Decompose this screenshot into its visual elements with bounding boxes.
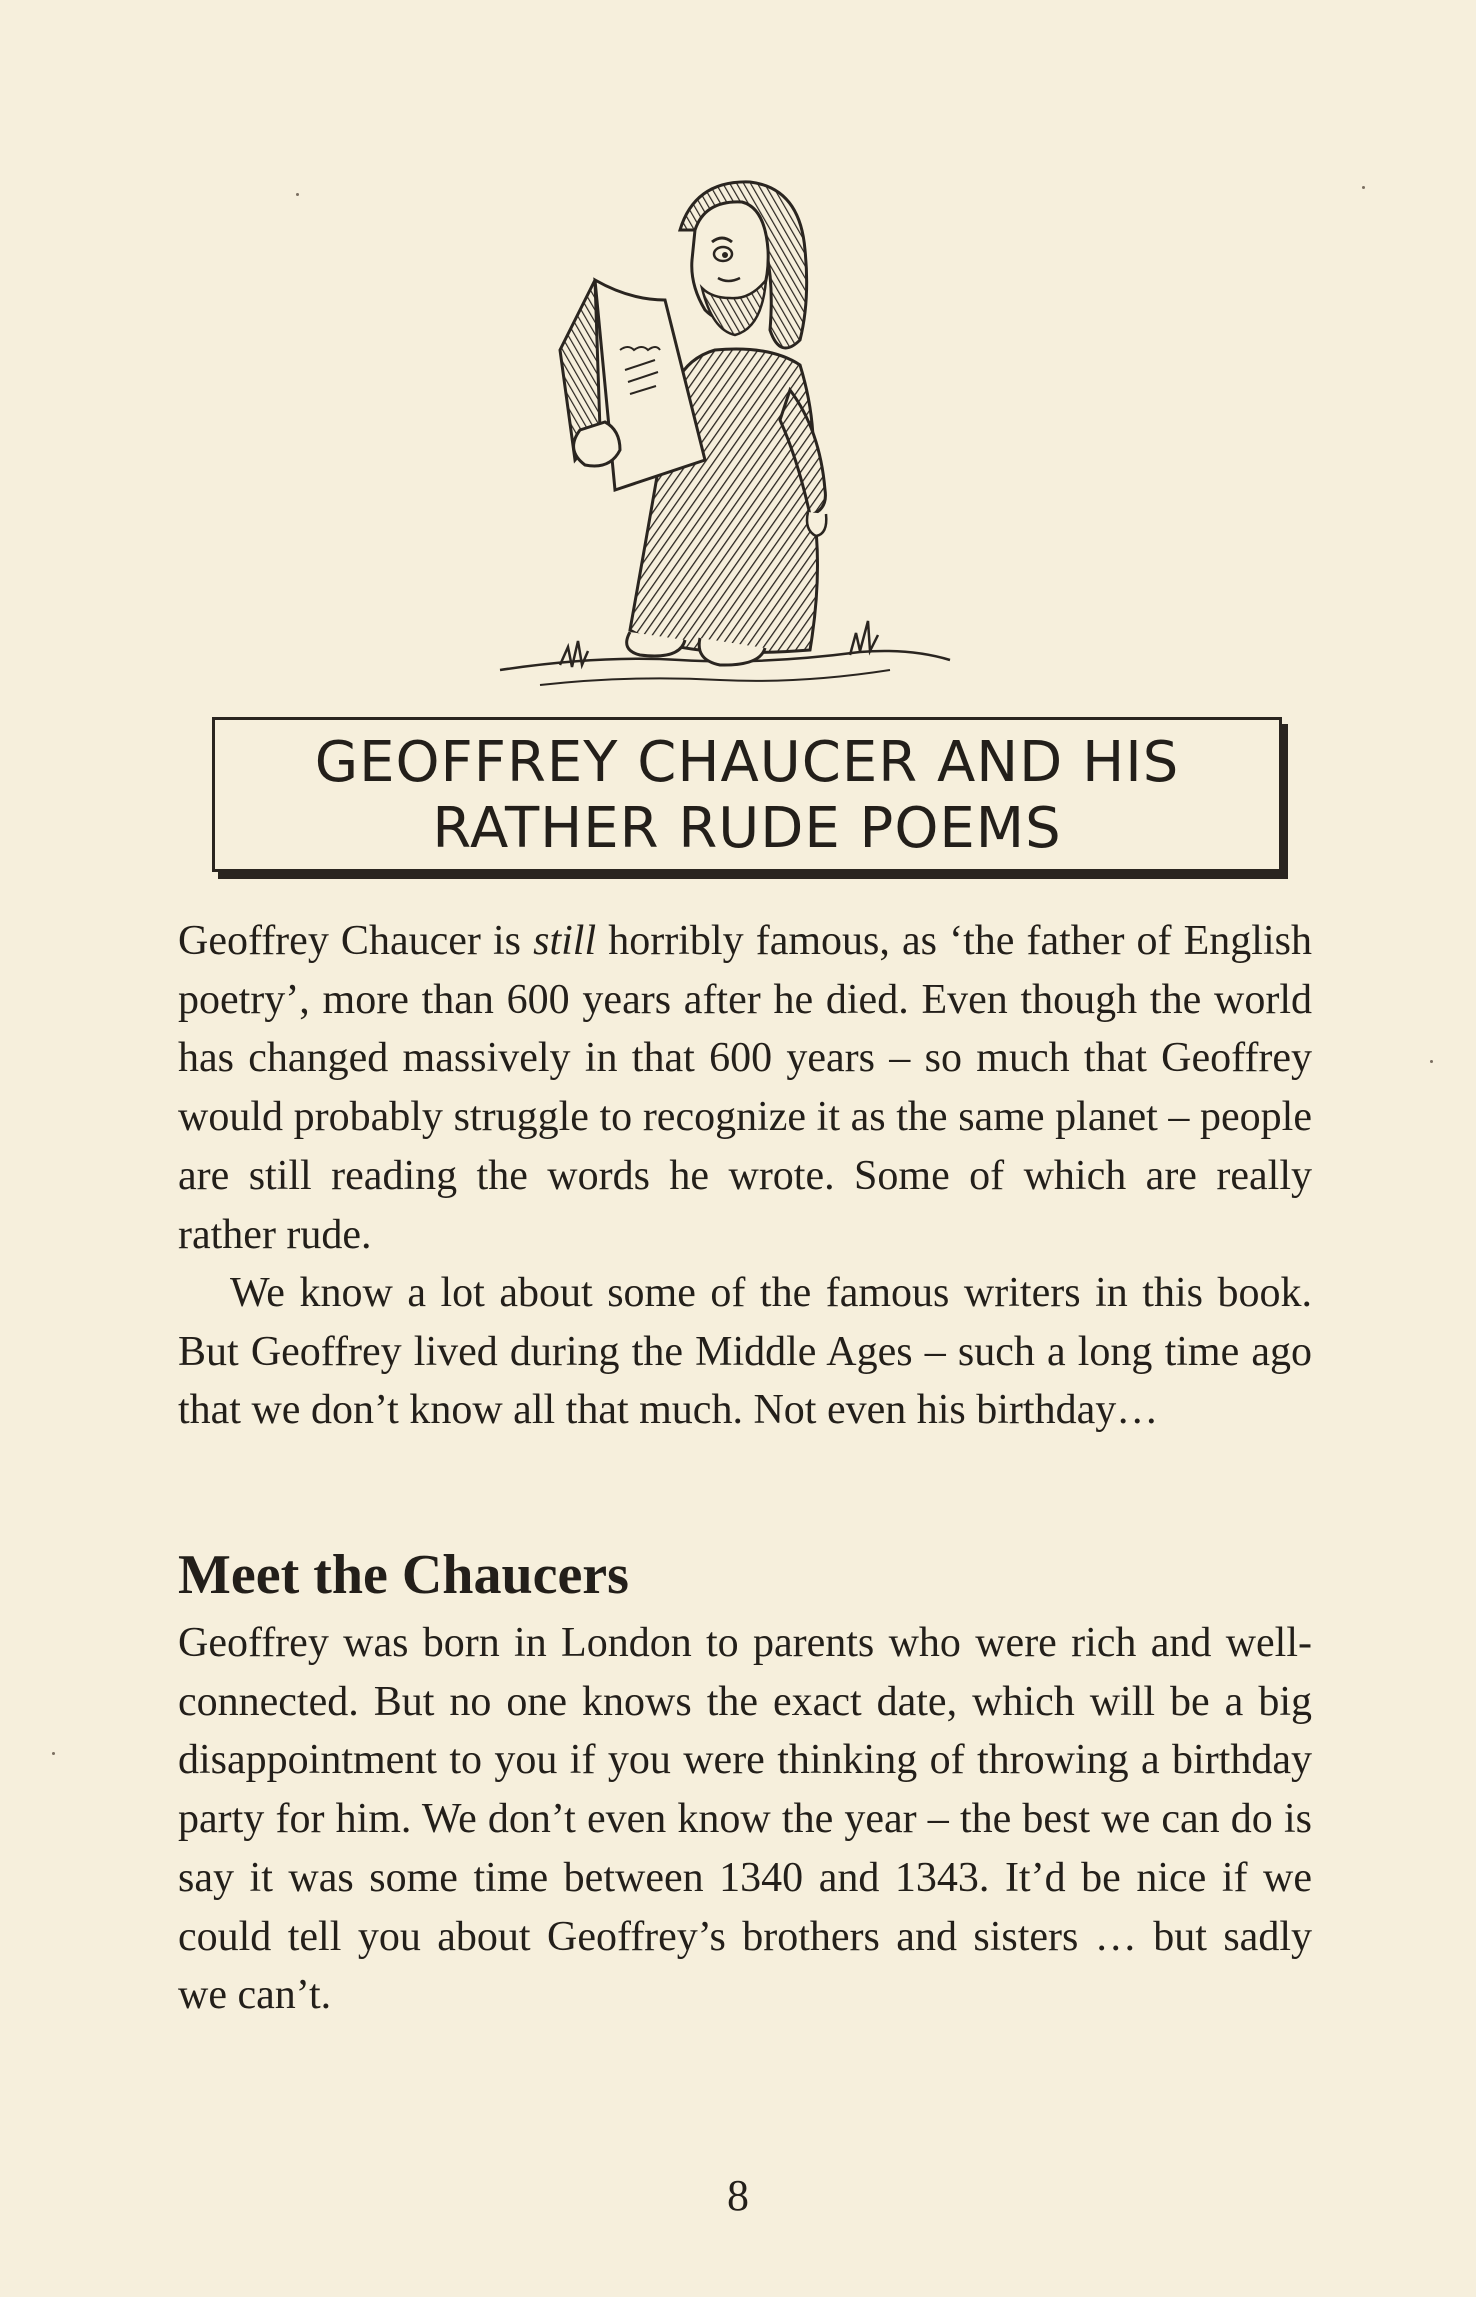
chapter-title-line2: RATHER RUDE POEMS (432, 796, 1062, 861)
paper-speck (296, 193, 299, 196)
paper-speck (52, 1752, 55, 1755)
intro-paragraph (178, 912, 1312, 1264)
chapter-title-box (212, 717, 1282, 872)
intro-paragraph-rest: horribly famous, as ‘the father of English poetry’, more than 600 years after he died. Even though the world has changed massively in that 600 years – so much that Geoffrey would probably struggle to recognize it as the same planet – people are still reading the words he wrote. Some of which are really rather rude. (178, 918, 1312, 1258)
intro-paragraph-start: Geoffrey Chaucer is (178, 918, 534, 964)
section-paragraph: Geoffrey was born in London to parents who were rich and well-connected. But no one knows the exact date, which will be a big disappointment to you if you were thinking of throwing a birthday party for him. We don’t even know the year – the best we can do is say it was some time between 1340 and 1343. It’d be nice if we could tell you about Geoffrey’s brothers and sisters … but sadly we can’t. (178, 1620, 1312, 2019)
emphasis-still: still (533, 918, 597, 964)
chapter-title-line1: GEOFFREY CHAUCER AND HIS (314, 730, 1180, 795)
page-number: 8 (727, 2171, 749, 2220)
second-paragraph: We know a lot about some of the famous writers in this book. But Geoffrey lived during the Middle Ages – such a long time ago that we don’t know all that much. Not even his birthday… (178, 1270, 1312, 1434)
paper-speck (1362, 186, 1365, 189)
section-heading: Meet the Chaucers (178, 1544, 629, 1606)
chaucer-illustration (480, 160, 1000, 720)
paper-speck (1430, 1060, 1433, 1063)
